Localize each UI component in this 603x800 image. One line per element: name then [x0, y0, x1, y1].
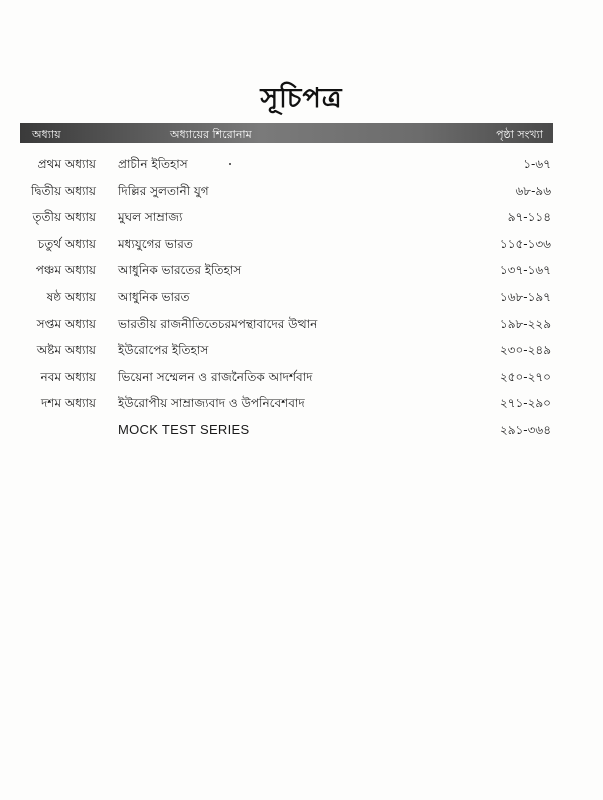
chapter-title: মুঘল সাম্রাজ্য	[118, 210, 183, 225]
chapter-label: প্রথম অধ্যায়	[37, 157, 96, 171]
header-title: অধ্যায়ের শিরোনাম	[170, 128, 252, 141]
page-range: ২৭১-২৯০	[499, 396, 551, 411]
page-range: ২৫০-২৭০	[499, 369, 551, 384]
page-range: ১৯৮-২২৯	[499, 316, 551, 331]
table-row	[0, 256, 603, 283]
page-range: ২৯১-৩৬৪	[499, 422, 551, 437]
table-row	[0, 203, 603, 230]
chapter-title: ইউরোপীয় সাম্রাজ্যবাদ ও উপনিবেশবাদ	[118, 396, 305, 411]
chapter-label: দশম অধ্যায়	[40, 396, 96, 411]
chapter-label: সপ্তম অধ্যায়	[36, 316, 96, 331]
chapter-title: আধুনিক ভারত	[118, 289, 190, 304]
chapter-title: প্রাচীন ইতিহাস	[118, 157, 188, 171]
page-range: ১১৫-১৩৬	[499, 236, 551, 251]
chapter-title: আধুনিক ভারতের ইতিহাস	[118, 263, 242, 278]
table-row	[0, 230, 603, 257]
page-range: ১-৬৭	[523, 157, 551, 171]
chapter-label: নবম অধ্যায়	[40, 369, 96, 384]
chapter-title: ভিয়েনা সম্মেলন ও রাজনৈতিক আদর্শবাদ	[118, 369, 313, 384]
header-page: পৃষ্ঠা সংখ্যা	[496, 128, 543, 141]
table-row	[0, 363, 603, 390]
table-row	[0, 389, 603, 416]
chapter-label: তৃতীয় অধ্যায়	[32, 210, 96, 225]
table-row	[0, 150, 603, 177]
table-row-mock-test	[0, 416, 603, 443]
table-row	[0, 283, 603, 310]
table-header	[20, 123, 553, 143]
page-title: সূচিপত্র	[260, 83, 343, 114]
table-row	[0, 336, 603, 363]
chapter-label: অষ্টম অধ্যায়	[36, 343, 96, 358]
page-range: ১৬৮-১৯৭	[499, 289, 551, 304]
page-range: ২৩০-২৪৯	[499, 343, 551, 358]
page-range: ৬৮-৯৬	[515, 183, 551, 198]
table-row	[0, 177, 603, 204]
page-range: ৯৭-১১৪	[507, 210, 551, 225]
header-chapter: অধ্যায়	[32, 128, 61, 141]
chapter-title: দিল্লির সুলতানী যুগ	[118, 183, 209, 198]
chapter-title: ভারতীয় রাজনীতিতেচরমপন্থাবাদের উত্থান	[118, 316, 318, 331]
mock-test-title: MOCK TEST SERIES	[118, 421, 250, 437]
toc-rows	[0, 150, 603, 443]
chapter-label: দ্বিতীয় অধ্যায়	[30, 183, 96, 198]
chapter-label: ষষ্ঠ অধ্যায়	[46, 289, 96, 304]
chapter-label: চতুর্থ অধ্যায়	[37, 236, 96, 251]
chapter-title: ইউরোপের ইতিহাস	[118, 343, 209, 358]
table-row	[0, 310, 603, 337]
chapter-title: মধ্যযুগের ভারত	[118, 236, 193, 251]
page-range: ১৩৭-১৬৭	[499, 263, 551, 278]
chapter-label: পঞ্চম অধ্যায়	[35, 263, 96, 278]
